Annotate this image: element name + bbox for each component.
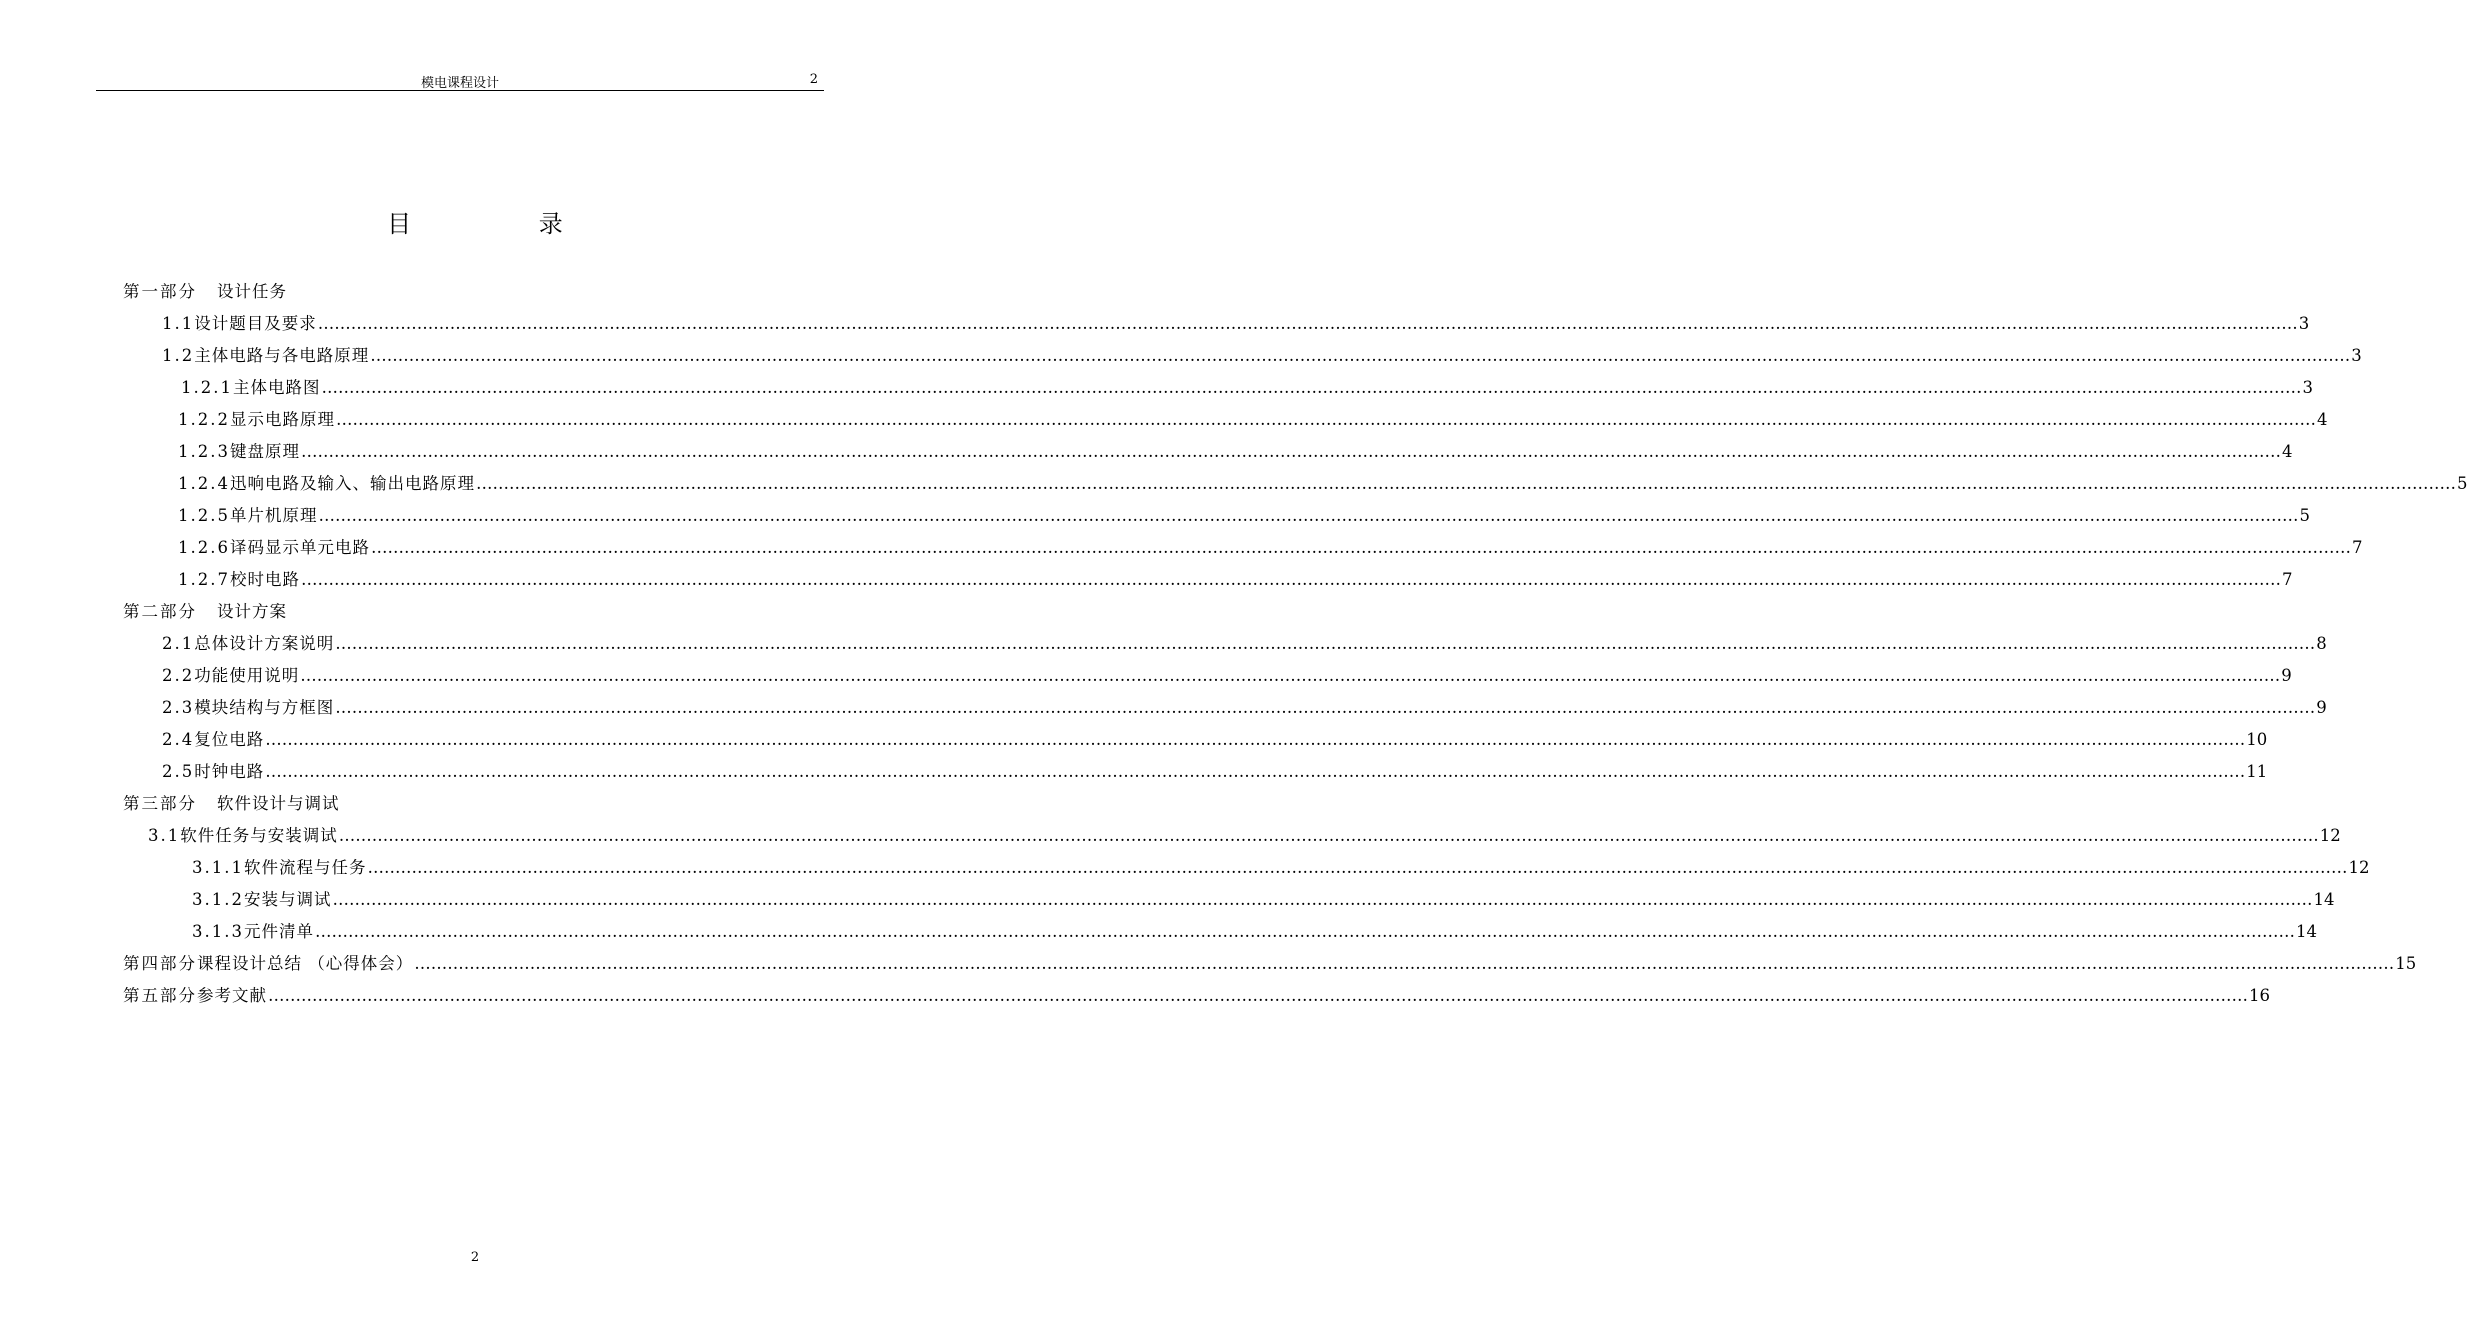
toc-leader: ……………………………………………………………………………………………………………………………………………………………………………………………………………………………………………………………………………………………………………………………… <box>475 474 2456 493</box>
toc-leader: ……………………………………………………………………………………………………………………………………………………………………………………………………………………………………………………………………………………………………………………………… <box>300 666 2281 685</box>
toc-entry[interactable] <box>178 470 2467 498</box>
toc-text: 参考文献 <box>197 986 267 1005</box>
toc-number: 1.2.6 <box>178 538 230 557</box>
toc-entry[interactable] <box>178 406 2328 434</box>
toc-page: 9 <box>2281 666 2292 685</box>
toc-number: 第五部分 <box>123 986 197 1005</box>
toc-page: 10 <box>2246 730 2268 749</box>
toc-leader: ……………………………………………………………………………………………………………………………………………………………………………………………………………………………………………………………………………………………………………………………… <box>314 922 2295 941</box>
toc-page: 3 <box>2302 378 2313 397</box>
toc-entry[interactable] <box>192 886 2335 914</box>
toc-leader: ……………………………………………………………………………………………………………………………………………………………………………………………………………………………………………………………………………………………………………………………… <box>332 890 2313 909</box>
toc-text: 复位电路 <box>194 730 265 749</box>
toc-entry[interactable] <box>123 598 287 626</box>
toc-text: 显示电路原理 <box>229 410 335 429</box>
toc-text: 校时电路 <box>229 570 300 589</box>
toc-page: 14 <box>2295 922 2317 941</box>
toc-page: 7 <box>2351 538 2363 557</box>
toc-number: 1.2.2 <box>178 410 230 429</box>
toc-number: 3.1.3 <box>192 922 244 941</box>
toc-page: 4 <box>2316 410 2328 429</box>
toc-text: 设计方案 <box>217 602 287 621</box>
toc-number: 1.2.3 <box>178 442 230 461</box>
toc-leader: ……………………………………………………………………………………………………………………………………………………………………………………………………………………………………………………………………………………………………………………………… <box>318 506 2299 525</box>
toc-page: 3 <box>2351 346 2362 365</box>
toc-page: 15 <box>2395 954 2417 973</box>
toc-title: 目 录 <box>387 210 623 238</box>
toc-page: 16 <box>2249 986 2270 1005</box>
toc-leader: ……………………………………………………………………………………………………………………………………………………………………………………………………………………………………………………………………………………………………………………………… <box>367 858 2348 877</box>
toc-number: 2.5 <box>162 762 195 781</box>
toc-text: 元件清单 <box>243 922 314 941</box>
header-title: 模电课程设计 <box>420 76 499 91</box>
toc-leader: ……………………………………………………………………………………………………………………………………………………………………………………………………………………………………………………………………………………………………………………………… <box>265 730 2246 749</box>
toc-text: 主体电路与各电路原理 <box>194 346 370 365</box>
toc-number: 1.2.1 <box>181 378 233 397</box>
toc-number: 2.3 <box>162 698 195 717</box>
toc-text: 主体电路图 <box>232 378 321 397</box>
toc-entry[interactable] <box>178 502 2310 530</box>
toc-text: 软件任务与安装调试 <box>180 826 338 845</box>
toc-number: 1.2 <box>162 346 195 365</box>
toc-text: 功能使用说明 <box>194 666 300 685</box>
toc-text: 设计题目及要求 <box>194 314 317 333</box>
toc-entry[interactable] <box>162 726 2268 754</box>
toc-entry[interactable] <box>123 950 2417 978</box>
toc-entry[interactable] <box>178 534 2363 562</box>
toc-page: 4 <box>2281 442 2293 461</box>
toc-text: 译码显示单元电路 <box>229 538 370 557</box>
toc-leader: ……………………………………………………………………………………………………………………………………………………………………………………………………………………………………………………………………………………………………………………………… <box>265 762 2246 781</box>
toc-leader: ……………………………………………………………………………………………………………………………………………………………………………………………………………………………………………………………………………………………………………………………… <box>317 314 2298 333</box>
toc-entry[interactable] <box>162 662 2292 690</box>
toc-leader: ……………………………………………………………………………………………………………………………………………………………………………………………………………………………………………………………………………………………………………………………… <box>370 538 2351 557</box>
toc-text: 安装与调试 <box>243 890 332 909</box>
toc-leader: ……………………………………………………………………………………………………………………………………………………………………………………………………………………………………………………………………………………………………………………………… <box>335 410 2316 429</box>
toc-text: 课程设计总结 （心得体会） <box>197 954 414 973</box>
toc-number: 2.2 <box>162 666 195 685</box>
toc-page: 12 <box>2348 858 2370 877</box>
toc-number: 第二部分 <box>123 602 197 621</box>
toc-number: 1.1 <box>162 314 195 333</box>
toc-text: 软件流程与任务 <box>243 858 367 877</box>
toc-entry[interactable] <box>123 790 340 818</box>
toc-number: 2.4 <box>162 730 195 749</box>
toc-number: 3.1 <box>148 826 181 845</box>
header-page-number: 2 <box>809 72 818 87</box>
toc-entry[interactable] <box>162 758 2268 786</box>
toc-entry[interactable] <box>178 566 2293 594</box>
toc-number: 2.1 <box>162 634 195 653</box>
toc-text: 单片机原理 <box>229 506 318 525</box>
toc-page: 5 <box>2299 506 2310 525</box>
toc-text: 设计任务 <box>217 282 287 301</box>
toc-leader: ……………………………………………………………………………………………………………………………………………………………………………………………………………………………………………………………………………………………………………………………… <box>338 826 2319 845</box>
toc-number: 1.2.7 <box>178 570 230 589</box>
toc-number: 第三部分 <box>123 794 197 813</box>
page-header <box>96 70 824 91</box>
toc-entry[interactable] <box>192 854 2370 882</box>
toc-page: 14 <box>2313 890 2335 909</box>
toc-entry[interactable] <box>148 822 2341 850</box>
toc-leader: ……………………………………………………………………………………………………………………………………………………………………………………………………………………………………………………………………………………………………………………………… <box>370 346 2351 365</box>
toc-page: 12 <box>2319 826 2341 845</box>
toc-leader: ……………………………………………………………………………………………………………………………………………………………………………………………………………………………………………………………………………………………………………………………… <box>300 442 2281 461</box>
toc-page: 7 <box>2281 570 2293 589</box>
toc-entry[interactable] <box>162 630 2327 658</box>
toc-entry[interactable] <box>192 918 2317 946</box>
toc-leader: ……………………………………………………………………………………………………………………………………………………………………………………………………………………………………………………………………………………………………………………………… <box>321 378 2302 397</box>
toc-number: 第一部分 <box>123 282 197 301</box>
toc-page: 5 <box>2456 474 2467 493</box>
toc-leader: ……………………………………………………………………………………………………………………………………………………………………………………………………………………………………………………………………………………………………………………………… <box>335 634 2316 653</box>
toc-text: 模块结构与方框图 <box>194 698 335 717</box>
toc-entry[interactable] <box>181 374 2313 402</box>
toc-leader: ……………………………………………………………………………………………………………………………………………………………………………………………………………………………………………………………………………………………………………………………… <box>335 698 2316 717</box>
toc-page: 11 <box>2246 762 2268 781</box>
toc-entry[interactable] <box>162 310 2310 338</box>
toc-entry[interactable] <box>162 694 2327 722</box>
toc-number: 第四部分 <box>123 954 197 973</box>
toc-page: 8 <box>2316 634 2327 653</box>
toc-text: 软件设计与调试 <box>217 794 340 813</box>
page-footer-number: 2 <box>470 1250 480 1265</box>
toc-number: 1.2.4 <box>178 474 230 493</box>
toc-leader: ……………………………………………………………………………………………………………………………………………………………………………………………………………………………………………………………………………………………………………………………… <box>268 986 2248 1005</box>
toc-page: 3 <box>2298 314 2310 333</box>
toc-entry[interactable] <box>123 278 287 306</box>
toc-leader: ……………………………………………………………………………………………………………………………………………………………………………………………………………………………………………………………………………………………………………………………… <box>300 570 2281 589</box>
toc-leader: ……………………………………………………………………………………………………………………………………………………………………………………………………………………………………………………………………………………………………………………………… <box>414 954 2395 973</box>
toc-entry[interactable] <box>178 438 2293 466</box>
toc-text: 迅响电路及输入、输出电路原理 <box>229 474 475 493</box>
toc-entry[interactable] <box>123 982 2270 1010</box>
toc-number: 3.1.1 <box>192 858 244 877</box>
toc-number: 3.1.2 <box>192 890 244 909</box>
toc-text: 总体设计方案说明 <box>194 634 335 653</box>
toc-text: 时钟电路 <box>194 762 265 781</box>
toc-page: 9 <box>2316 698 2327 717</box>
toc-entry[interactable] <box>162 342 2362 370</box>
toc-text: 键盘原理 <box>229 442 300 461</box>
toc-number: 1.2.5 <box>178 506 230 525</box>
